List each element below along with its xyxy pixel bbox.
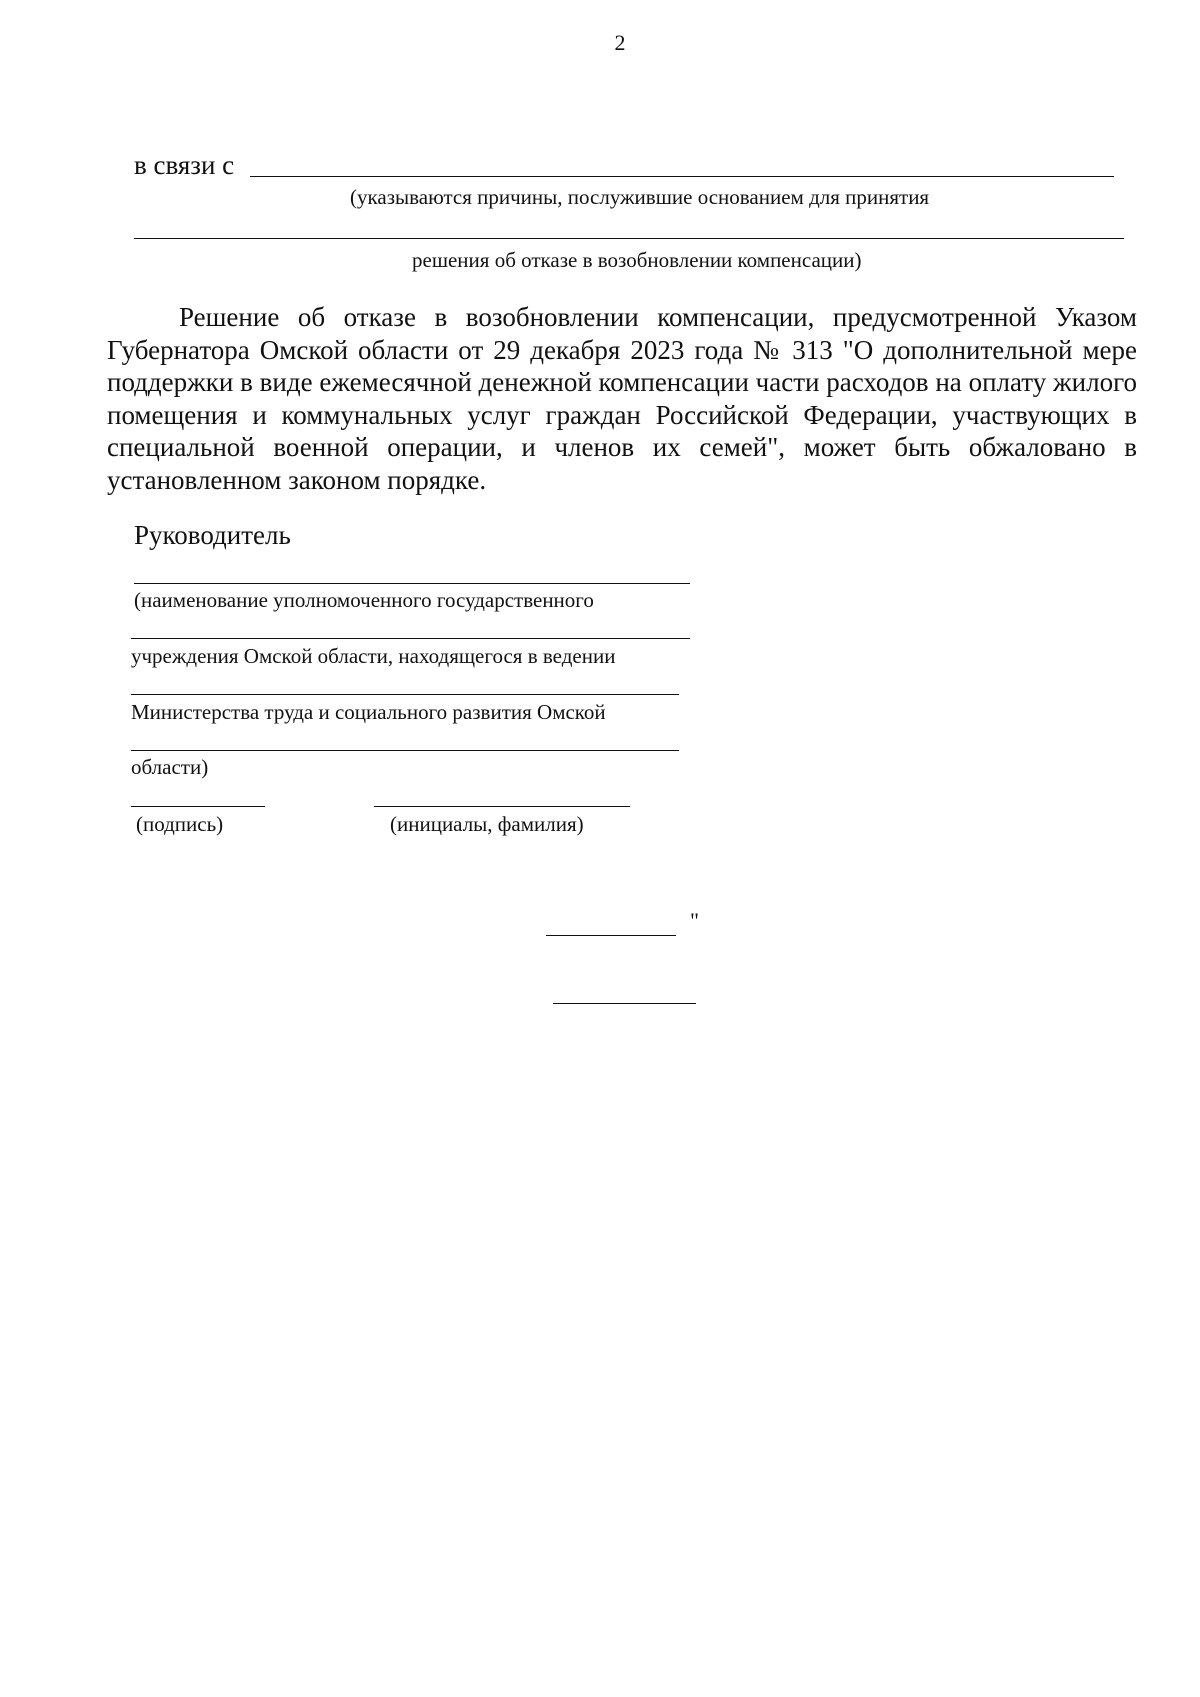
institution-fill-line-2 (131, 638, 690, 639)
reason-prefix: в связи с (134, 150, 235, 180)
reason-caption-line-2: решения об отказе в возобновлении компенсации) (412, 248, 862, 272)
name-fill-line (374, 806, 630, 807)
main-paragraph-text: Решение об отказе в возобновлении компенсации, предусмотренной Указом Губернатора Омской области от 29 декабря 2023 года № 313 "О дополнительной мере поддержки в виде ежемесячной денежной компенсации части расходов на оплату жилого помещения и коммунальных услуг граждан Российской Федерации, участвующих в специальной военной операции, и членов их семей", может быть обжаловано в установленном законом порядке. (107, 302, 1137, 495)
name-caption: (инициалы, фамилия) (390, 812, 584, 836)
closing-line-1 (546, 935, 676, 936)
institution-caption-line-1: (наименование уполномоченного государственного (134, 588, 594, 612)
institution-fill-line-3 (131, 694, 679, 695)
institution-caption-line-4: области) (131, 755, 209, 779)
signature-caption: (подпись) (136, 812, 224, 836)
main-paragraph (107, 301, 1137, 497)
signature-heading: Руководитель (134, 520, 291, 550)
institution-fill-line-1 (134, 583, 690, 584)
closing-line-2 (553, 1003, 696, 1004)
page-number: 2 (614, 30, 626, 55)
institution-caption-line-3: Министерства труда и социального развития Омской (131, 700, 606, 724)
closing-quote: " (690, 908, 699, 933)
institution-fill-line-4 (131, 750, 679, 751)
reason-caption-line-1: (указываются причины, послужившие основанием для принятия (350, 185, 930, 209)
reason-fill-line-2 (134, 238, 1124, 239)
signature-fill-line (131, 806, 265, 807)
institution-caption-line-2: учреждения Омской области, находящегося в ведении (131, 644, 616, 668)
reason-fill-line-1 (250, 176, 1114, 177)
